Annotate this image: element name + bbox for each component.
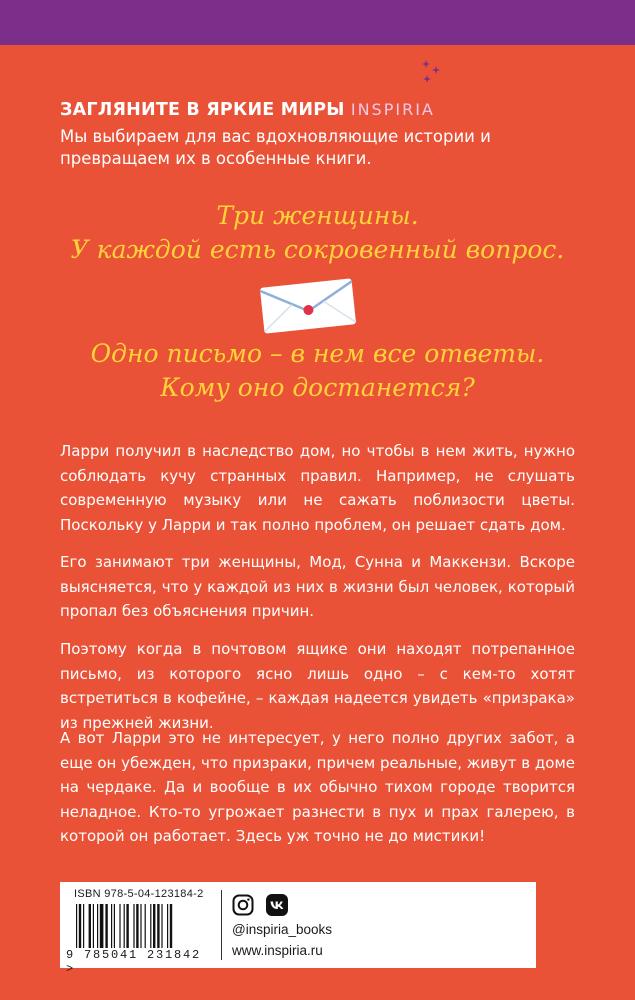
tagline-top-line2: У каждой есть сокровенный вопрос. [70,235,565,264]
divider [221,890,222,960]
top-band [0,0,635,45]
brand-logo: INSPIRIA [350,100,435,119]
barcode-box [60,882,536,976]
barcode-icon [76,904,206,948]
synopsis-paragraph: А вот Ларри это не интересует, у него полно других забот, а еще он убежден, что призраки, причем реальные, живут в доме на чердаке. Да и вообще в их обычно тихом городе творится неладное. Кто-то угрожает разнести в пух и прах галерею, в которой он работает. Здесь уж точно не до мистики! [60,729,575,845]
envelope-icon [256,277,360,335]
vk-icon[interactable] [266,894,288,916]
tagline-top-line1: Три женщины. [216,201,419,230]
series-title: ЗАГЛЯНИТЕ В ЯРКИЕ МИРЫ [60,100,345,120]
tagline-bottom-line1: Одно письмо – в нем все ответы. [90,339,545,368]
tagline-bottom [0,337,635,405]
series-intro: Мы выбираем для вас вдохновляющие истории и превращаем их в особенные книги. [60,127,491,168]
series-header [60,100,435,120]
isbn-label: ISBN 978-5-04-123184-2 [74,888,204,900]
synopsis-paragraph: Его занимают три женщины, Мод, Сунна и Маккензи. Вскоре выясняется, что у каждой из них в жизни был человек, который пропал без объяснения причин. [60,553,575,620]
sparkles-icon [420,58,442,86]
instagram-icon[interactable] [232,894,254,916]
tagline-top [0,199,635,267]
social-handle[interactable]: @inspiria_books [232,922,333,937]
website-link[interactable]: www.inspiria.ru [232,943,323,958]
barcode-digits: 9 785041 231842 > [66,948,202,976]
synopsis-paragraph: Ларри получил в наследство дом, но чтобы в нем жить, нужно соблюдать кучу странных правил. Например, не слушать современную музыку или не сажать поблизости цветы. Поскольку у Ларри и так полно проблем, он решает сдать дом. [60,442,575,534]
bookmark-tab [421,0,453,48]
tagline-bottom-line2: Кому оно достанется? [160,373,475,402]
synopsis-paragraph: Поэтому когда в почтовом ящике они находят потрепанное письмо, из которого ясно лишь одно – с кем-то хотят встретиться в кофейне, – каждая надеется увидеть «призрака» из прежней жизни. [60,640,575,732]
